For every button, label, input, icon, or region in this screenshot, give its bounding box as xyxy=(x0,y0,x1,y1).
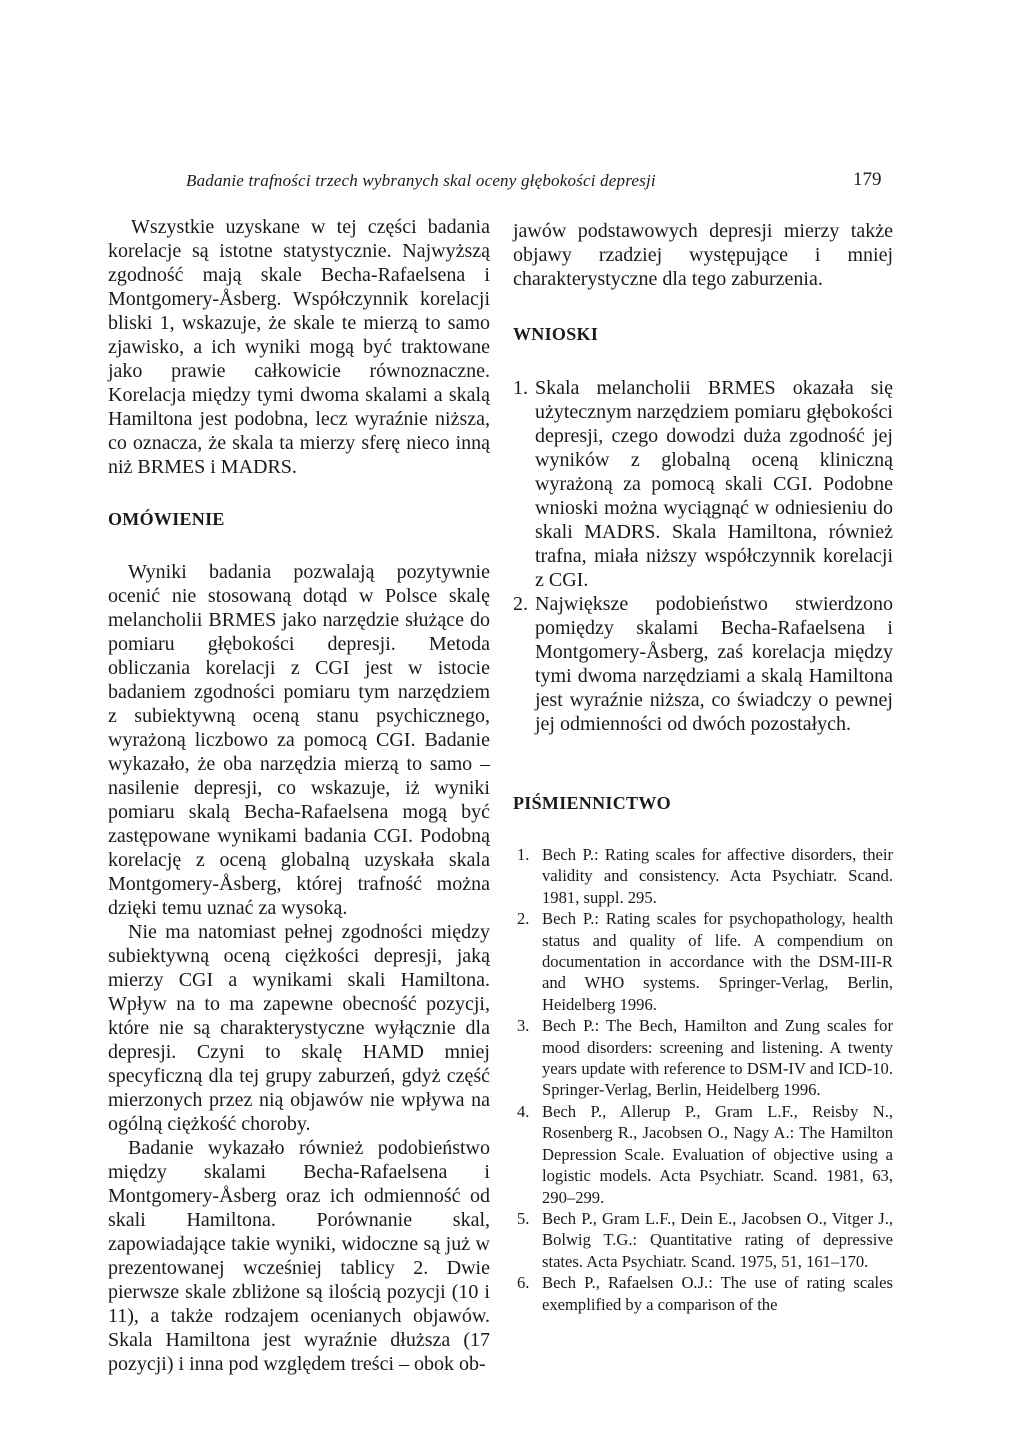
reference-text: Bech P.: The Bech, Hamilton and Zung scales for mood disorders: screening and listening. A twenty years update with reference to DSM-IV and ICD-10. Springer-Verlag, Berlin, Heidelberg 1996. xyxy=(542,1016,893,1100)
reference-item xyxy=(513,1272,893,1315)
reference-text: Bech P.: Rating scales for psychopathology, health status and quality of life. A compendium on documentation in accordance with the DSM-III-R and WHO systems. Springer-Verlag, Berlin, Heidelberg 1996. xyxy=(542,909,893,1014)
reference-item xyxy=(513,1208,893,1272)
reference-item xyxy=(513,908,893,1015)
reference-item xyxy=(513,844,893,908)
reference-number: 6. xyxy=(517,1273,530,1293)
running-header: Badanie trafności trzech wybranych skal oceny głębokości depresji xyxy=(186,171,656,190)
conclusion-number: 1. xyxy=(513,377,528,399)
left-column xyxy=(108,215,490,1376)
section-heading-references: PIŚMIENNICTWO xyxy=(513,793,671,813)
discussion-paragraph-1: Wyniki badania pozwalają pozytywnie ocenić nie stosowaną dotąd w Polsce skalę melancholii BRMES jako narzędzie służące do pomiaru głębokości depresji. Metoda obliczania korelacji z CGI jest w istocie badaniem zgodności pomiaru tym narzędziem z subiektywną oceną stanu psychicznego, wyrażoną liczbowo za pomocą CGI. Badanie wykazało, że oba narzędzia mierzą to samo – nasilenie depresji, co wskazuje, iż wyniki pomiaru skalą Becha-Rafaelsena mogą być zastępowane wynikami badania CGI. Podobną korelację z oceną globalną uzyskała skala Montgomery-Åsberg, której trafność można dzięki temu uznać za wysoką. xyxy=(108,561,490,919)
conclusion-text: Największe podobieństwo stwierdzono pomiędzy skalami Becha-Rafaelsena i Montgomery-Åsberg, zaś korelacja między tymi dwoma narzędziami a skalą Hamiltona jest wyraźnie niższa, co świadczy o pewnej jej odmienności od dwóch pozostałych. xyxy=(535,593,893,735)
discussion-paragraph-3: Badanie wykazało również podobieństwo między skalami Becha-Rafaelsena i Montgomery-Åsberg oraz ich odmienność od skali Hamiltona. Porównanie skal, zapowiadające takie wyniki, widoczne są już w prezentowanej wcześniej tablicy 2. Dwie pierwsze skale zbliżone są ilością pozycji (10 i 11), a także rodzajem ocenianych objawów. Skala Hamiltona jest wyraźnie dłuższa (17 pozycji) i inna pod względem treści – obok ob- xyxy=(108,1137,490,1375)
reference-text: Bech P., Allerup P., Gram L.F., Reisby N., Rosenberg R., Jacobsen O., Nagy A.: The Hamilton Depression Scale. Evaluation of objective using a logistic models. Acta Psychiatr. Scand. 1981, 63, 290–299. xyxy=(542,1101,893,1207)
section-heading-conclusions: WNIOSKI xyxy=(513,324,599,344)
reference-text: Bech P., Rafaelsen O.J.: The use of rating scales exemplified by a comparison of the xyxy=(542,1273,893,1314)
right-column xyxy=(513,219,893,1315)
reference-text: Bech P., Gram L.F., Dein E., Jacobsen O., Vitger J., Bolwig T.G.: Quantitative rating of depressive states. Acta Psychiatr. Scand. 1975, 51, 161–170. xyxy=(542,1208,893,1271)
section-heading-discussion: OMÓWIENIE xyxy=(108,509,225,529)
conclusion-number: 2. xyxy=(513,593,528,615)
reference-number: 2. xyxy=(517,909,530,929)
conclusion-item xyxy=(513,592,893,736)
discussion-paragraph-2: Nie ma natomiast pełnej zgodności między subiektywną oceną ciężkości depresji, jaką mierzy CGI a wynikami skali Hamiltona. Wpływ na to ma zapewne obecność pozycji, które nie są charakterystyczne wyłącznie dla depresji. Czyni to skalę HAMD mniej specyficzną dla tej grupy zaburzeń, gdyż część mierzonych przez nią objawów nie wpływa na ogólną ciężkość choroby. xyxy=(108,921,490,1135)
results-paragraph: Wszystkie uzyskane w tej części badania korelacje są istotne statystycznie. Najwyższą zgodność mają skale Becha-Rafaelsena i Montgomery-Åsberg. Współczynnik korelacji bliski 1, wskazuje, że skale te mierzą to samo zjawisko, a ich wyniki mogą być traktowane jako prawie całkowicie równoznaczne. Korelacja między tymi dwoma skalami a skalą Hamiltona jest podobna, lecz wyraźnie niższa, co oznacza, że skala ta mierzy sferę nieco inną niż BRMES i MADRS. xyxy=(108,216,490,478)
reference-number: 5. xyxy=(517,1208,530,1228)
conclusion-text: Skala melancholii BRMES okazała się użytecznym narzędziem pomiaru głębokości depresji, czego dowodzi duża zgodność jej wyników z globalną oceną kliniczną wyrażoną za pomocą skali CGI. Podobne wnioski można wyciągnąć w odniesieniu do skali MADRS. Skala Hamiltona, również trafna, miała niższy współczynnik korelacji z CGI. xyxy=(535,377,893,591)
references-list xyxy=(513,844,893,1315)
continuation-paragraph: jawów podstawowych depresji mierzy także objawy rzadziej występujące i mniej charakterystyczne dla tego zaburzenia. xyxy=(513,220,893,290)
reference-item xyxy=(513,1101,893,1208)
reference-number: 4. xyxy=(517,1101,530,1121)
page-number: 179 xyxy=(853,169,882,190)
reference-number: 1. xyxy=(517,845,530,864)
reference-item xyxy=(513,1015,893,1101)
reference-number: 3. xyxy=(517,1016,530,1036)
conclusion-item xyxy=(513,376,893,592)
conclusions-list xyxy=(513,376,893,736)
reference-text: Bech P.: Rating scales for affective disorders, their validity and consistency. Acta Psychiatr. Scand. 1981, suppl. 295. xyxy=(542,845,893,907)
